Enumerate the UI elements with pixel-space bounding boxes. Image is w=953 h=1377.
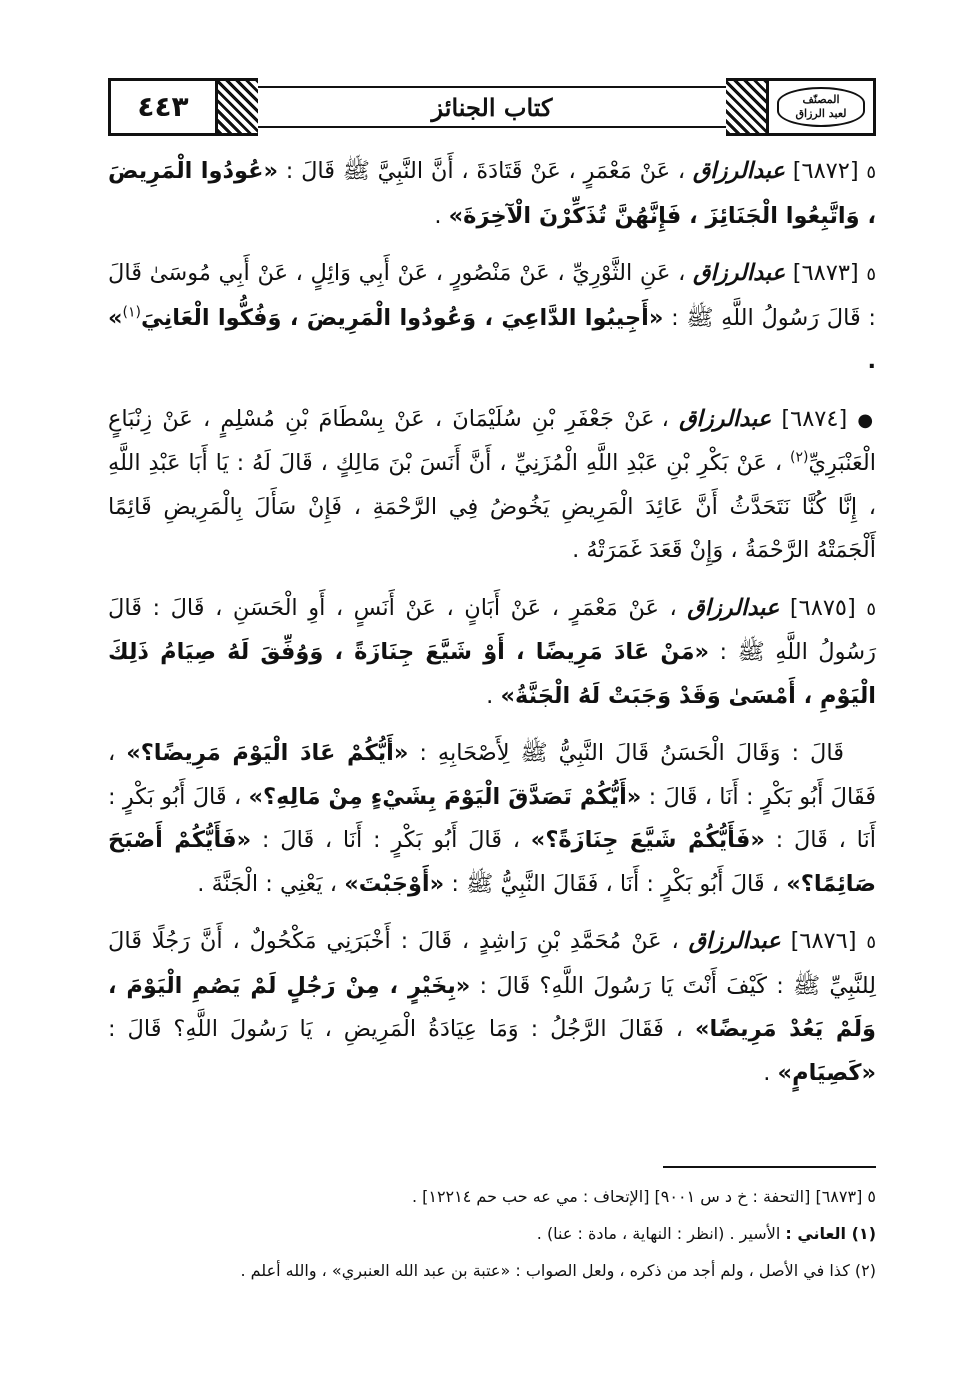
footnote-1 [108, 1215, 876, 1252]
entry-tail: . [434, 202, 449, 229]
entry-marker: ● [857, 409, 877, 431]
text-segment: ، فَقَالَ أَبُو بَكْرٍ : أَنَا ، قَالَ : [108, 740, 876, 810]
hadith-number: [٦٨٧٦] [790, 928, 857, 954]
text-segment: ، يَعْنِي : الْجَنَّةَ . [197, 870, 338, 897]
text-segment: قَالَ : وَقَالَ الْحَسَنُ قَالَ النَّبِيُّ ﷺ لِأَصْحَابِهِ : [419, 740, 844, 766]
matn-text: «عُودُوا الْمَرِيضَ ، وَاتَّبِعُوا الْجَنَائِزَ ، فَإِنَّهُنَّ تُذَكِّرْنَ الْآخِرَةَ» [108, 158, 876, 229]
entry-marker: ٥ [866, 162, 877, 183]
matn-text: «مَنْ عَادَ مَرِيضًا ، أَوْ شَيَّعَ جِنَازَةً ، وَوُفِّقَ لَهُ صِيَامُ ذَلِكَ الْيَوْمِ ، أَمْسَىٰ وَقَدْ وَجَبَتْ لَهُ الْجَنَّةُ» [108, 639, 876, 709]
quote-segment: «فَأَيُّكُمْ أَصْبَحَ صَائِمًا؟» [108, 827, 876, 897]
hadith-number: [٦٨٧٥] [789, 594, 856, 621]
isnad-text: ، عَنْ مَعْمَرٍ ، عَنْ أَبَانٍ ، عَنْ أَنَسٍ ، أَوِ الْحَسَنِ ، قَالَ : قَالَ رَسُولُ اللَّهِ ﷺ : [108, 594, 876, 665]
text-segment: ، قَالَ أَبُو بَكْرٍ : أَنَا ، قَالَ : [108, 783, 877, 853]
quote-segment: «فَأَيُّكُمْ شَيَّعَ جِنَازَةً؟» [530, 827, 765, 853]
footnote-1-text: الأسير . (انظر : النهاية ، مادة : عنا) . [536, 1224, 786, 1243]
entry-tail: » . [108, 304, 876, 374]
entry-tail: . [763, 1059, 778, 1086]
hadith-entry-6872 [108, 150, 876, 238]
quote-segment: «أَيُّكُمْ تَصَدَّقَ الْيَوْمَ بِشَيْءٍ مِنْ مَالِهِ؟» [248, 783, 642, 810]
footnote-ref-1: (١) [122, 304, 142, 320]
footnotes [108, 1178, 876, 1289]
quote-segment: «أَوْجَبْتَ» [344, 870, 445, 897]
quote-segment: «كَصِيَامٍ» [777, 1059, 876, 1086]
entry-marker: ٥ [866, 264, 877, 285]
footnote-2: (٢) كذا في الأصل ، ولم أجد من ذكره ، ولعل الصواب : «عتبة بن عبد الله العنبري» ، والله أعلم . [240, 1261, 876, 1280]
hadith-entry-6875 [108, 587, 876, 719]
hadith-number: [٦٨٧٢] [792, 158, 859, 184]
entry-tail: . [486, 682, 501, 709]
book-seal-logo [777, 87, 865, 127]
narrator-name: عبدالرزاق [688, 928, 781, 954]
narrator-name: عبدالرزاق [679, 405, 772, 432]
page-number-box [108, 78, 218, 136]
narrator-name: عبدالرزاق [693, 260, 786, 286]
isnad-text: ، عَنْ جَعْفَرِ بْنِ سُلَيْمَانَ ، عَنْ بِسْطَامَ بْنِ مُسْلِمٍ ، عَنْ زِنْبَاعٍ الْعَنْبَرِيِّ [108, 405, 877, 476]
footnote-1-label: (١) العاني : [785, 1224, 876, 1243]
hadith-entry-6876 [108, 920, 876, 1095]
matn-text: «أَجِيبُوا الدَّاعِيَ ، وَعُودُوا الْمَرِيضَ ، وَفُكُّوا الْعَانِيَ [141, 304, 664, 331]
entry-marker: ٥ [866, 598, 876, 620]
header-title-frame [258, 86, 726, 128]
page-header [108, 78, 876, 136]
header-ornament-right [726, 78, 766, 136]
hadith-number: [٦٨٧٤] [781, 405, 848, 432]
footnote-separator [663, 1166, 876, 1168]
isnad-text: ، عَنِ الثَّوْرِيِّ ، عَنْ مَنْصُورٍ ، عَنْ أَبِي وَائِلٍ ، عَنْ أَبِي مُوسَىٰ قَالَ : قَالَ رَسُولُ اللَّهِ ﷺ : [108, 260, 876, 331]
book-seal-box [766, 78, 876, 136]
athar-text: ، عَنْ بَكْرِ بْنِ عَبْدِ اللَّهِ الْمُزَنِيِّ ، أَنَّ أَنَسَ بْنَ مَالِكٍ ، قَالَ لَهُ : يَا أَبَا عَبْدِ اللَّهِ ، إِنَّا كُنَّا نَتَحَدَّثُ أَنَّ عَائِدَ الْمَرِيضِ يَخُوضُ فِي الرَّحْمَةِ ، فَإِنْ سَأَلَ بِالْمَرِيضِ قَائِمًا أَلْجَمَتْهُ الرَّحْمَةُ ، وَإِنْ قَعَدَ غَمَرَتْهُ . [108, 450, 876, 563]
footnote-ref-2: (٢) [789, 449, 809, 466]
hadith-entry-6873 [108, 252, 876, 384]
text-segment: ، قَالَ أَبُو بَكْرٍ : أَنَا ، فَقَالَ النَّبِيُّ ﷺ : [451, 870, 780, 897]
hadith-number: [٦٨٧٣] [792, 260, 859, 286]
seal-line-1: المصنّف [802, 93, 840, 106]
entry-marker: ٥ [866, 932, 877, 953]
narrator-name: عبدالرزاق [692, 158, 785, 184]
main-text [108, 150, 876, 1109]
chapter-title: كتاب الجنائز [431, 92, 553, 122]
text-segment: ، قَالَ أَبُو بَكْرٍ : أَنَا ، قَالَ : [261, 827, 521, 853]
tahqiq-note: ٥ [٦٨٧٣] [التحفة : خ د س ٩٠٠١] [الإتحاف : مي عه حب حم ١٢٢١٤] . [411, 1187, 876, 1206]
quote-segment: «بِخَيْرٍ ، مِنْ رَجُلٍ لَمْ يَصُمِ الْيَوْمَ ، وَلَمْ يَعُدْ مَرِيضًا» [108, 972, 877, 1042]
seal-line-2: لعبد الرزاق [795, 107, 847, 120]
isnad-text: ، عَنْ مَعْمَرٍ ، عَنْ قَتَادَةَ ، أَنَّ النَّبِيَّ ﷺ قَالَ : [285, 158, 686, 184]
hasan-paragraph [108, 732, 876, 906]
page-number: ٤٤٣ [137, 90, 189, 123]
header-ornament-left [218, 78, 258, 136]
narrator-name: عبدالرزاق [687, 594, 780, 621]
quote-segment: «أَيُّكُمْ عَادَ الْيَوْمَ مَرِيضًا؟» [126, 740, 409, 766]
text-segment: ، فَقَالَ الرَّجُلُ : وَمَا عِيَادَةُ الْمَرِيضِ ، يَا رَسُولَ اللَّهِ؟ قَالَ : [108, 1016, 684, 1042]
text-segment: ، عَنْ مُحَمَّدِ بْنِ رَاشِدٍ ، قَالَ : أَخْبَرَنِي مَكْحُولٌ ، أَنَّ رَجُلًا قَالَ لِلنَّبِيِّ ﷺ : كَيْفَ أَنْتَ يَا رَسُولَ اللَّهِ؟ قَالَ : [108, 928, 876, 999]
hadith-entry-6874 [108, 398, 876, 573]
